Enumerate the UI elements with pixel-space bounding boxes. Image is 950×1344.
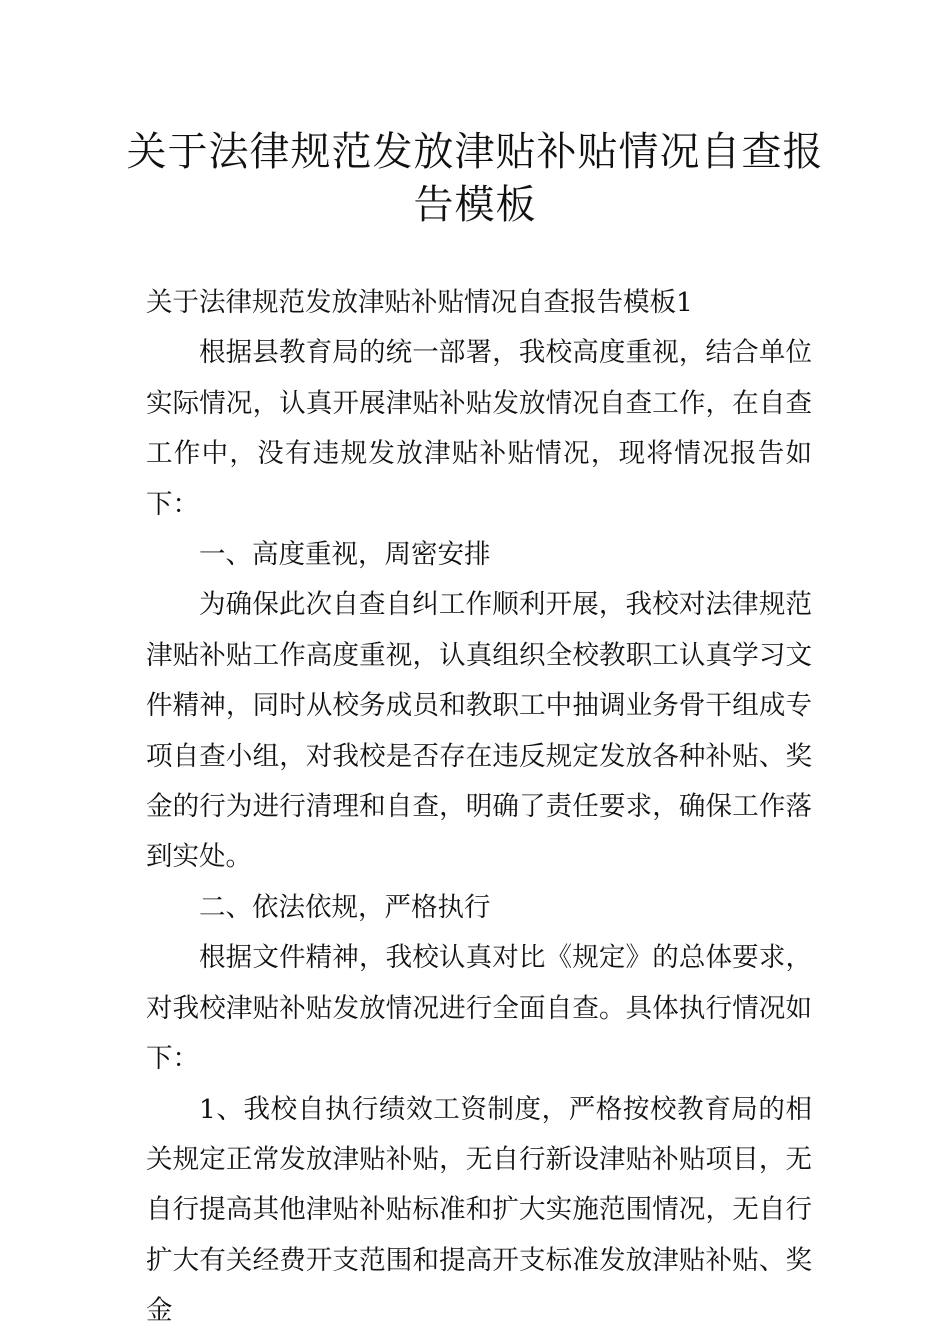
paragraph-intro: 根据县教育局的统一部署，我校高度重视，结合单位实际情况，认真开展津贴补贴发放情况自查工作，在自查工作中，没有违规发放津贴补贴情况，现将情况报告如下：: [146, 337, 812, 520]
paragraph-section-1: 为确保此次自查自纠工作顺利开展，我校对法律规范津贴补贴工作高度重视，认真组织全校教职工认真学习文件精神，同时从校务成员和教职工中抽调业务骨干组成专项自查小组，对我校是否存在违反规定发放各种补贴、奖金的行为进行清理和自查，明确了责任要求，确保工作落到实处。: [146, 589, 812, 873]
paragraph-section-2: 根据文件精神，我校认真对比《规定》的总体要求，对我校津贴补贴发放情况进行全面自查。具体执行情况如下：: [146, 942, 812, 1075]
document-body: [146, 278, 812, 1337]
section-heading-1: 一、高度重视，周密安排: [199, 539, 491, 571]
section-heading-2: 二、依法依规，严格执行: [199, 891, 491, 923]
paragraph-item-1: 1、我校自执行绩效工资制度，严格按校教育局的相关规定正常发放津贴补贴，无自行新设津贴补贴项目，无自行提高其他津贴补贴标准和扩大实施范围情况，无自行扩大有关经费开支范围和提高开支标准发放津贴补贴、奖金: [146, 1093, 812, 1327]
document-subtitle: 关于法律规范发放津贴补贴情况自查报告模板1: [146, 287, 693, 318]
document-title: 关于法律规范发放津贴补贴情况自查报告模板: [126, 129, 824, 228]
